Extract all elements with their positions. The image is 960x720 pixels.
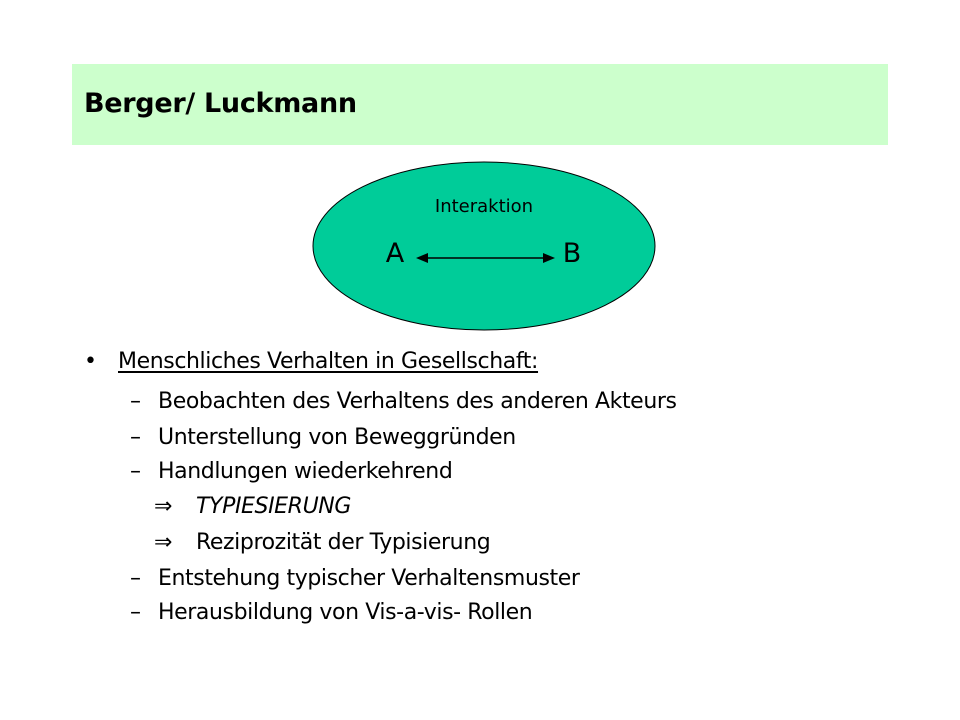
bullet-dot: • <box>84 349 97 374</box>
sub-item-text: Beobachten des Verhaltens des anderen Akteurs <box>158 389 677 414</box>
dash-marker: – <box>130 566 141 591</box>
interaction-label: Interaktion <box>434 196 534 217</box>
implication-text: TYPIESIERUNG <box>196 494 351 519</box>
implies-arrow-icon: ⇒ <box>154 530 173 555</box>
dash-marker: – <box>130 459 141 484</box>
actor-a-label: A <box>385 238 405 269</box>
implies-arrow-icon: ⇒ <box>154 494 173 519</box>
actor-b-label: B <box>562 238 582 269</box>
sub-item-text: Entstehung typischer Verhaltensmuster <box>158 566 580 591</box>
implication-text: Reziprozität der Typisierung <box>196 530 491 555</box>
dash-marker: – <box>130 600 141 625</box>
interaction-ellipse <box>313 162 655 330</box>
sub-item-text: Unterstellung von Beweggründen <box>158 425 516 450</box>
sub-item-text: Handlungen wiederkehrend <box>158 459 453 484</box>
slide-title: Berger/ Luckmann <box>84 88 357 119</box>
sub-item-text: Herausbildung von Vis-a-vis- Rollen <box>158 600 533 625</box>
main-bullet-text: Menschliches Verhalten in Gesellschaft: <box>118 349 539 374</box>
dash-marker: – <box>130 389 141 414</box>
dash-marker: – <box>130 425 141 450</box>
